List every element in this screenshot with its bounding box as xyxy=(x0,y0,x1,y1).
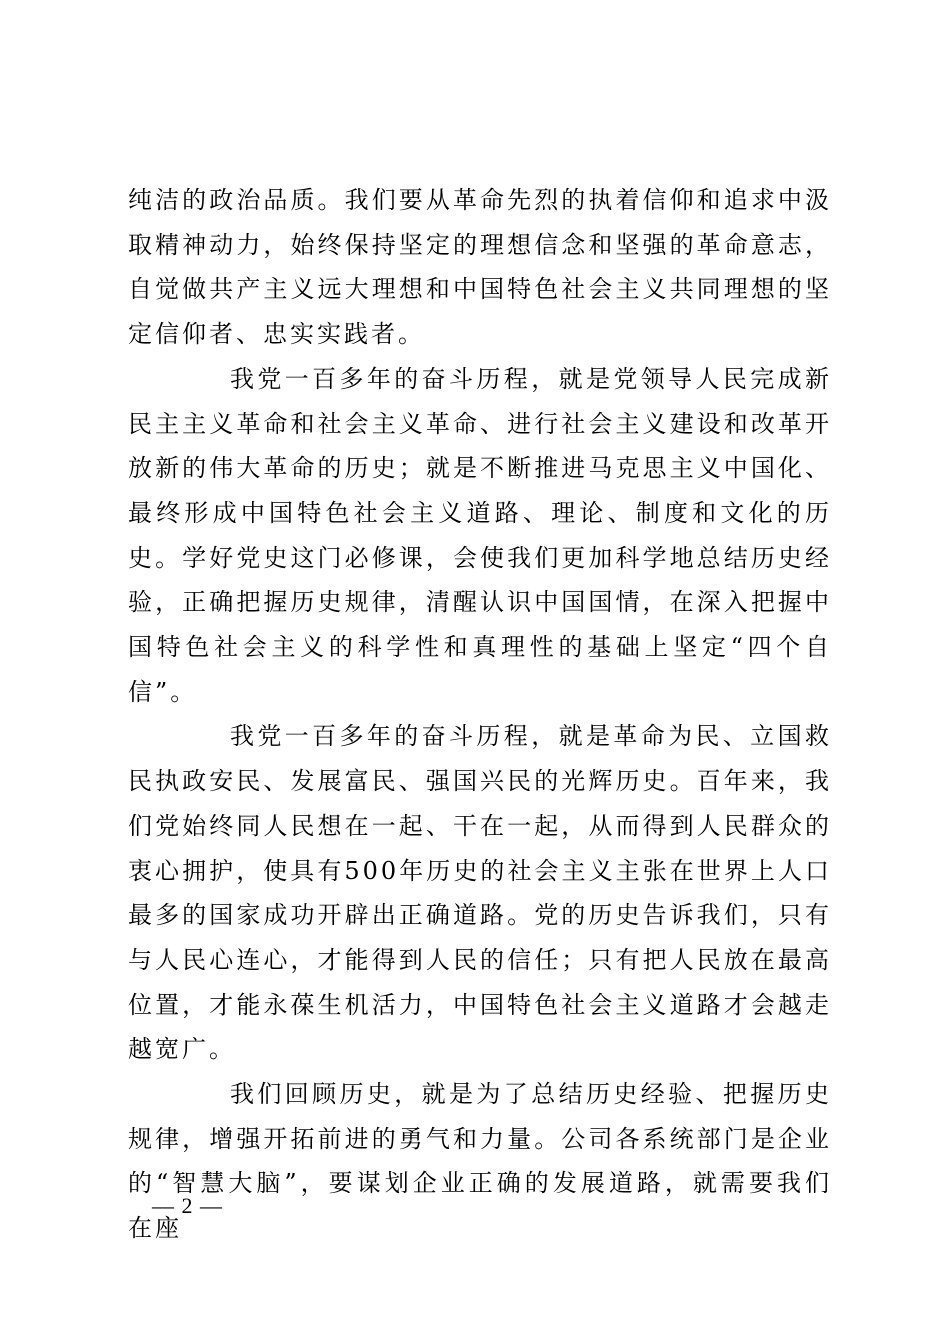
page-number: — 2 — xyxy=(152,1193,223,1218)
paragraph-party-history-people: 我党一百多年的奋斗历程，就是革命为民、立国救民执政安民、发展富民、强国兴民的光辉历史。百年来，我们党始终同人民想在一起、干在一起，从而得到人民群众的衷心拥护，使具有500年历史的社会主义主张在世界上人口最多的国家成功开辟出正确道路。党的历史告诉我们，只有与人民心连心，才能得到人民的信任；只有把人民放在最高位置，才能永葆生机活力，中国特色社会主义道路才会越走越宽广。 xyxy=(128,722,832,1064)
paragraph-continuation: 纯洁的政治品质。我们要从革命先烈的执着信仰和追求中汲取精神动力，始终保持坚定的理想信念和坚强的革命意志，自觉做共产主义远大理想和中国特色社会主义共同理想的坚定信仰者、忠实实践者。 xyxy=(128,186,832,349)
paragraph-review-history: 我们回顾历史，就是为了总结历史经验、把握历史规律，增强开拓前进的勇气和力量。公司各系统部门是企业的“智慧大脑”，要谋划企业正确的发展道路，就需要我们在座 xyxy=(128,1080,832,1243)
paragraph-party-history-revolution: 我党一百多年的奋斗历程，就是党领导人民完成新民主主义革命和社会主义革命、进行社会主义建设和改革开放新的伟大革命的历史；就是不断推进马克思主义中国化、最终形成中国特色社会主义道路、理论、制度和文化的历史。学好党史这门必修课，会使我们更加科学地总结历史经验，正确把握历史规律，清醒认识中国国情，在深入把握中国特色社会主义的科学性和真理性的基础上坚定“四个自信”。 xyxy=(128,364,832,706)
body-text xyxy=(128,178,832,1251)
